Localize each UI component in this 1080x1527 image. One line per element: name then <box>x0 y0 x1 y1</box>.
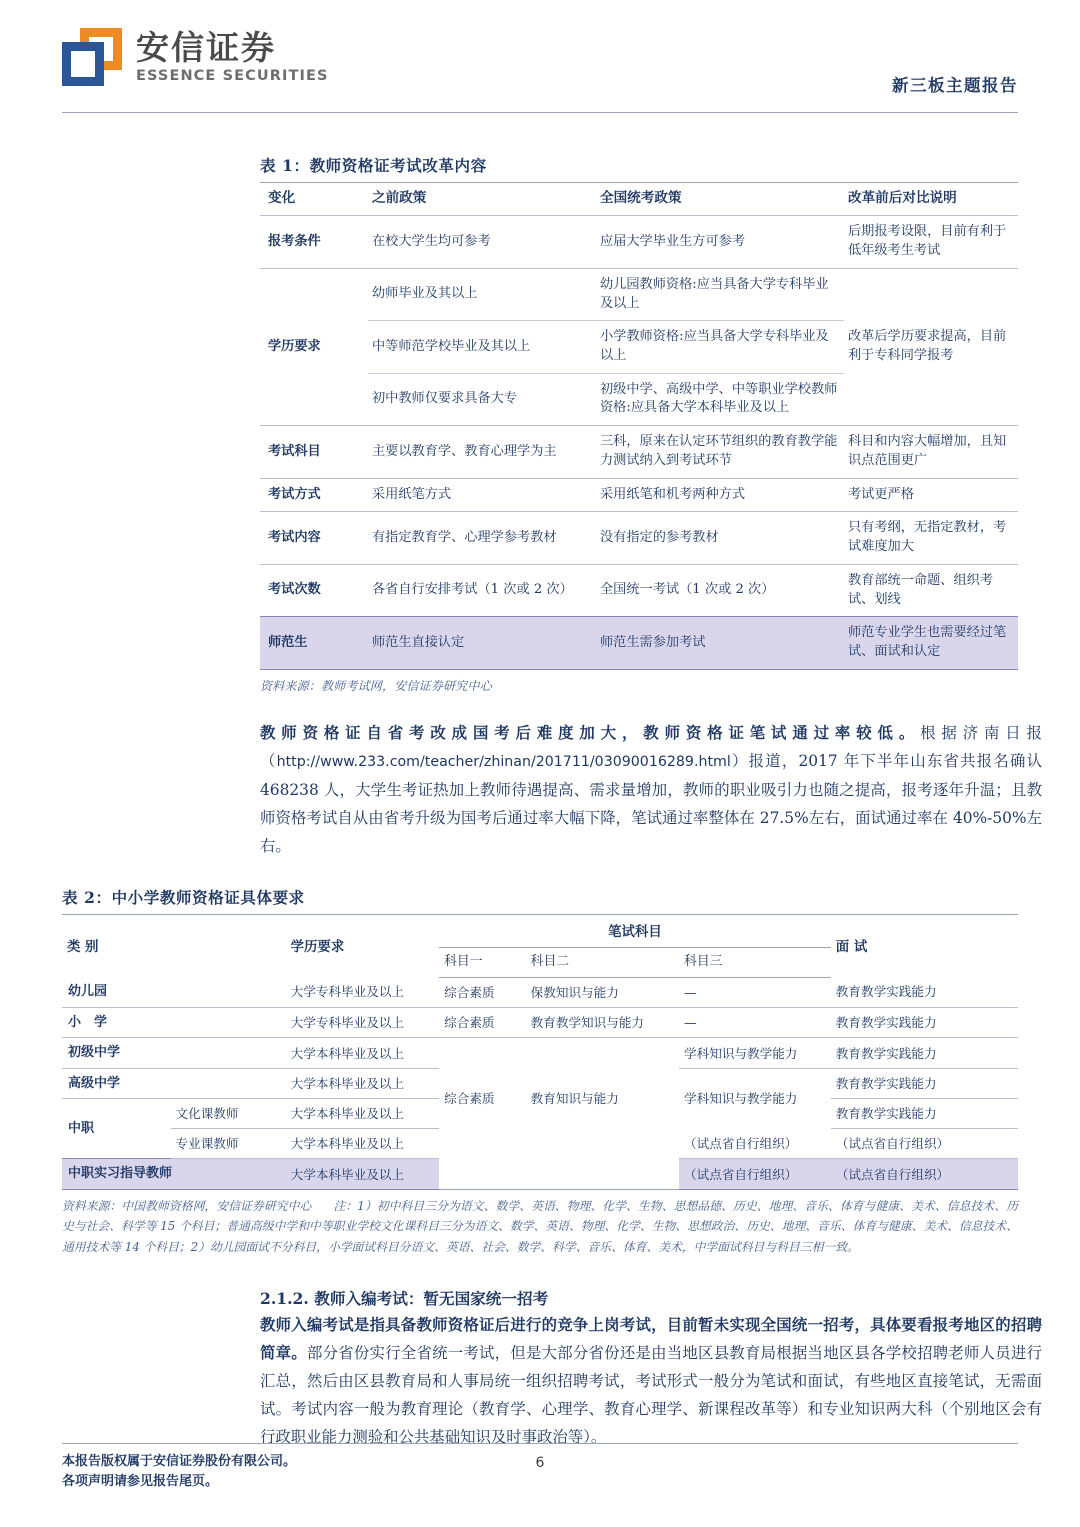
table2-cell-subcategory: 专业课教师 <box>171 1129 286 1159</box>
table1-cell-compare: 教育部统一命题、组织考试、划线 <box>848 572 994 607</box>
table2-cell-category: 中职 <box>68 1121 95 1137</box>
table1-cell-before: 师范生直接认定 <box>368 617 596 669</box>
footer-divider <box>62 1443 1018 1444</box>
table2-cell-subject3: 学科知识与教学能力 <box>684 1091 798 1107</box>
table2-header-row-main <box>62 915 1018 948</box>
table2-cell-subject3: （试点省自行组织） <box>679 1159 831 1190</box>
table2-cell-category: 初级中学 <box>62 1038 286 1069</box>
page-header <box>0 0 1080 118</box>
table1-cell-before: 采用纸笔方式 <box>368 478 596 512</box>
table2-title: 表 2：中小学教师资格证具体要求 <box>62 888 305 908</box>
table-row <box>260 512 1018 564</box>
table1-cell-after: 幼儿园教师资格:应当具备大学专科毕业及以上 <box>596 268 844 320</box>
table2-cell-interview: 教育教学实践能力 <box>831 1068 1018 1099</box>
table2-cell-subject3: — <box>679 1007 831 1038</box>
table-row <box>62 1007 1018 1038</box>
paragraph-recruitment-exam <box>260 1311 1042 1451</box>
table1-wrapper <box>260 182 1018 670</box>
table-row <box>260 216 1018 268</box>
table-row <box>260 268 1018 320</box>
paragraph1-bold-lead: 教师资格证自省考改成国考后难度加大，教师资格证笔试通过率较低。 <box>260 724 921 743</box>
table2-col-head-subject3: 科目三 <box>679 948 831 977</box>
table2-cell-interview: （试点省自行组织） <box>831 1129 1018 1159</box>
table1-cell-before: 初中教师仅要求具备大专 <box>368 373 596 425</box>
table2-cell-education: 大学专科毕业及以上 <box>286 977 439 1007</box>
paragraph1-rest-b: ）报道，2017 年下半年山东省共报名确认 468238 人，大学生考证热加上教师待遇提高、需求量增加，教师的职业吸引力也随之提高，报考逐年升温；且教师资格考试自从由省考升级为国考后通过率大幅下降，笔试通过率整体在 27.5%左右，面试通过率在 40%-50%左右。 <box>260 752 1042 856</box>
table2-cell-education: 大学本科毕业及以上 <box>286 1038 439 1069</box>
essence-logo-icon <box>62 28 124 86</box>
table1-cell-before: 有指定教育学、心理学参考教材 <box>368 512 596 564</box>
table2-cell-education: 大学本科毕业及以上 <box>286 1068 439 1099</box>
table2-cell-category: 小 学 <box>62 1007 286 1038</box>
table2-cell-education: 大学本科毕业及以上 <box>286 1159 439 1190</box>
table2-cell-subject2: 保教知识与能力 <box>526 977 679 1007</box>
table1-cell-before: 主要以教育学、教育心理学为主 <box>368 426 596 478</box>
table2-source-and-note <box>62 1196 1018 1257</box>
table1-cell-compare: 后期报考设限，目前有利于低年级考生考试 <box>844 216 1018 268</box>
table2-cell-subject1: 综合素质 <box>439 1007 526 1038</box>
table1-cell-after: 应届大学毕业生方可参考 <box>596 216 844 268</box>
table2-cell-interview: 教育教学实践能力 <box>831 1038 1018 1069</box>
table2-cell-subject3: 学科知识与教学能力 <box>679 1038 831 1069</box>
table2-col-head-written-group: 笔试科目 <box>439 915 831 948</box>
table1-cell-before: 在校大学生均可参考 <box>368 216 596 268</box>
section-body: 部分省份实行全省统一考试，但是大部分省份还是由当地区县教育局根据当地区县各学校招聘老师人员进行汇总，然后由区县教育局和人事局统一组织招聘考试，考试形式一般分为笔试和面试，有些地区直接笔试，无需面试。考试内容一般为教育理论（教育学、心理学、教育心理学、新课程改革等）和专业知识两大科（个别地区会有行政职业能力测验和公共基础知识及时事政治等）。 <box>260 1343 1042 1446</box>
table1-cell-after: 采用纸笔和机考两种方式 <box>596 478 844 512</box>
table1-cell-before: 各省自行安排考试（1 次或 2 次） <box>372 582 573 598</box>
table2-note: 注：1）初中科目三分为语文、数学、英语、物理、化学、生物、思想品德、历史、地理、音乐、体育与健康、美术、信息技术、历史与社会、科学等 15 个科目；普通高级中学和中等职业学校文化课科目三分为语文、数学、英语、物理、化学、生物、思想政治、历史、地理、音乐、体育与健康、美术、信息技术、通用技术等 14 个科目；2）幼儿园面试不分科目，小学面试科目分语文、英语、社会、数学、科学、音乐、体育、美术，中学面试科目与科目三相一致。 <box>62 1198 1018 1254</box>
footer-line-1: 本报告版权属于安信证券股份有限公司。 <box>62 1454 297 1469</box>
table1-cell-before: 幼师毕业及其以上 <box>368 268 596 320</box>
table1-row-label: 报考条件 <box>260 216 368 268</box>
paragraph1-rest-a: 根据济南日报（ <box>260 724 1042 771</box>
table1-row-label: 考试科目 <box>260 426 368 478</box>
table-row <box>62 1038 1018 1069</box>
table1-cell-compare: 师范专业学生也需要经过笔试、面试和认定 <box>844 617 1018 669</box>
table1-cell-after: 师范生需参加考试 <box>596 617 844 669</box>
report-type-label: 新三板主题报告 <box>892 76 1018 95</box>
table-row-highlighted <box>260 617 1018 669</box>
table2-cell-subject3: — <box>679 977 831 1007</box>
table2-col-head-subject1: 科目一 <box>439 948 526 977</box>
table1-cell-compare: 科目和内容大幅增加，且知识点范围更广 <box>844 426 1018 478</box>
table-row <box>260 564 1018 616</box>
table1-cell-before: 中等师范学校毕业及其以上 <box>368 321 596 373</box>
table2-cell-education: 大学本科毕业及以上 <box>286 1129 439 1159</box>
table2-cell-category: 高级中学 <box>62 1068 286 1099</box>
table1-cell-after: 全国统一考试（1 次或 2 次） <box>600 582 775 598</box>
table1-cell-compare: 改革后学历要求提高，目前利于专科同学报考 <box>844 268 1018 425</box>
table1-col-head-1: 之前政策 <box>368 183 596 216</box>
table2-cell-category: 中职实习指导教师 <box>62 1159 286 1190</box>
table2-col-head-education: 学历要求 <box>286 915 439 977</box>
table1-col-head-2: 全国统考政策 <box>596 183 844 216</box>
table1-col-head-3: 改革前后对比说明 <box>844 183 1018 216</box>
table2-cell-interview: 教育教学实践能力 <box>831 1099 1018 1129</box>
table2-col-head-interview: 面 试 <box>831 915 1018 977</box>
table1-col-head-0: 变化 <box>260 183 368 216</box>
table1-row-label: 学历要求 <box>260 268 368 425</box>
table-row <box>62 977 1018 1007</box>
brand-name-en: ESSENCE SECURITIES <box>136 68 329 85</box>
footer-line-2: 各项声明请参见报告尾页。 <box>62 1474 219 1490</box>
table1-cell-after: 三科，原来在认定环节组织的教育教学能力测试纳入到考试环节 <box>596 426 844 478</box>
table2-cell-subject1: 综合素质 <box>439 977 526 1007</box>
table1-cell-after: 小学教师资格:应当具备大学专科毕业及以上 <box>596 321 844 373</box>
table1-row-label: 考试方式 <box>260 478 368 512</box>
table1-cell-compare: 考试更严格 <box>844 478 1018 512</box>
table2-cell-subject2-empty <box>526 1159 679 1190</box>
table1-title: 表 1：教师资格证考试改革内容 <box>260 156 487 175</box>
table1-source: 资料来源：教师考试网，安信证券研究中心 <box>260 678 492 693</box>
paragraph-exam-difficulty <box>260 719 1042 860</box>
table2-cell-subject1-merged: 综合素质 <box>444 1091 495 1107</box>
table2-cell-interview: （试点省自行组织） <box>831 1159 1018 1190</box>
table1-row-label: 师范生 <box>260 617 368 669</box>
table2-source: 资料来源：中国教师资格网，安信证券研究中心 <box>62 1198 312 1213</box>
brand-logo <box>62 28 329 86</box>
table2 <box>62 914 1018 1190</box>
table2-cell-subject1-empty <box>439 1159 526 1190</box>
brand-name-cn: 安信证券 <box>136 27 276 67</box>
section-heading-212: 2.1.2. 教师入编考试：暂无国家统一招考 <box>260 1288 549 1308</box>
table2-cell-subject2: 教育教学知识与能力 <box>526 1007 679 1038</box>
table-row <box>260 478 1018 512</box>
table2-cell-interview: 教育教学实践能力 <box>831 1007 1018 1038</box>
table2-col-head-category: 类 别 <box>62 915 286 977</box>
table1-row-label: 考试内容 <box>260 512 368 564</box>
table2-cell-subcategory: 文化课教师 <box>171 1099 286 1129</box>
table1-cell-after: 没有指定的参考教材 <box>596 512 844 564</box>
section-bold-lead: 教师入编考试是指具备教师资格证后进行的竞争上岗考试，目前暂未实现全国统一招考，具体要看报考地区的招聘简章。 <box>260 1315 1042 1362</box>
table1-cell-compare: 只有考纲，无指定教材，考试难度加大 <box>844 512 1018 564</box>
table-row <box>260 426 1018 478</box>
table2-cell-subject2-merged: 教育知识与能力 <box>530 1091 619 1107</box>
header-divider <box>62 112 1018 113</box>
table1-header-row <box>260 183 1018 216</box>
table2-cell-education: 大学本科毕业及以上 <box>286 1099 439 1129</box>
table1-row-label: 考试次数 <box>268 582 321 598</box>
table2-cell-interview: 教育教学实践能力 <box>831 977 1018 1007</box>
table-row-highlighted <box>62 1159 1018 1190</box>
paragraph1-url[interactable]: http://www.233.com/teacher/zhinan/201711/03090016289.html <box>276 754 731 771</box>
table1 <box>260 182 1018 670</box>
table2-cell-subject3: （试点省自行组织） <box>679 1129 831 1159</box>
table1-cell-after: 初级中学、高级中学、中等职业学校教师资格:应具备大学本科毕业及以上 <box>596 373 844 425</box>
table2-col-head-subject2: 科目二 <box>526 948 679 977</box>
table2-cell-category: 幼儿园 <box>62 977 286 1007</box>
table2-cell-education: 大学专科毕业及以上 <box>286 1007 439 1038</box>
page-number: 6 <box>535 1455 545 1471</box>
